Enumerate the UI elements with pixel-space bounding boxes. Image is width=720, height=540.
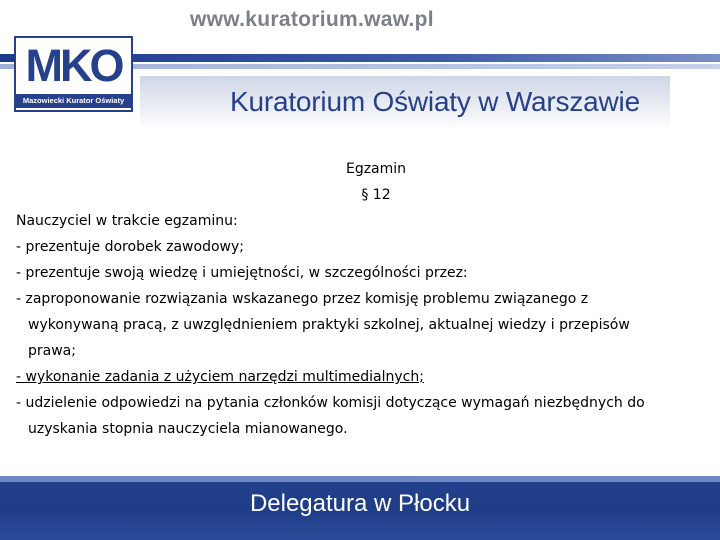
section-number: § 12 <box>361 187 391 203</box>
list-item: - prezentuje dorobek zawodowy; <box>16 239 244 255</box>
logo-subtitle: Mazowiecki Kurator Oświaty <box>16 94 131 108</box>
slide-header <box>0 0 720 140</box>
list-item: - zaproponowanie rozwiązania wskazanego przez komisję problemu związanego z <box>16 291 589 307</box>
footer-stripe <box>0 476 720 482</box>
website-url[interactable]: www.kuratorium.waw.pl <box>190 8 434 31</box>
slide-title: Egzamin <box>345 161 407 177</box>
list-item: - prezentuje swoją wiedzę i umiejętności, w szczególności przez: <box>16 265 468 281</box>
footer-title: Delegatura w Płocku <box>249 490 471 517</box>
list-item-continuation: uzyskania stopnia nauczyciela mianowanego. <box>28 421 348 437</box>
list-item-continuation: wykonywaną pracą, z uwzględnieniem praktyki szkolnej, aktualnej wiedzy i przepisów <box>28 317 630 333</box>
list-item-continuation: prawa; <box>28 343 76 359</box>
mko-logo <box>14 36 133 112</box>
list-item: - udzielenie odpowiedzi na pytania członków komisji dotyczące wymagań niezbędnych do <box>16 395 645 411</box>
intro-text: Nauczyciel w trakcie egzaminu: <box>16 213 238 229</box>
banner-title: Kuratorium Oświaty w Warszawie <box>230 86 640 117</box>
logo-letters: MKO <box>25 40 122 91</box>
slide-content <box>16 156 706 442</box>
list-item: - wykonanie zadania z użyciem narzędzi multimedialnych; <box>16 369 424 385</box>
